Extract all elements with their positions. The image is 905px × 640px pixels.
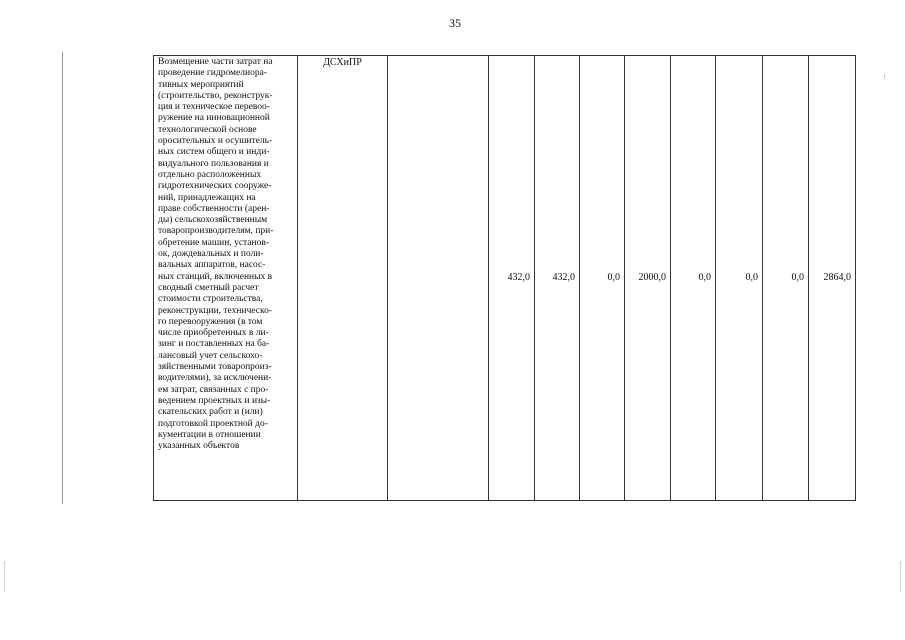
margin-line — [62, 52, 63, 504]
right-edge-mark — [900, 562, 902, 592]
table-row — [154, 56, 856, 501]
source-cell — [388, 56, 489, 501]
value-cell-4: 2000,0 — [625, 56, 671, 501]
value-cell-5: 0,0 — [671, 56, 716, 501]
value-cell-7: 0,0 — [763, 56, 809, 501]
right-margin-tick — [884, 74, 885, 79]
page-number: 35 — [449, 16, 461, 30]
measure-description-cell: Возмещение части затрат на проведение гидромелиора- тивных мероприятий (строительство, реконструк- ция и техническое перевоо- ружение на инновационной технологической основе оросительных и осушитель- ных систем общего и инди- видуального пользования и отдельно расположенных гидротехнических сооруже- ний, принадлежащих на праве собственности (арен- ды) сельскохозяйственным товаропроизводителям, при- обретение машин, установ- ок, дождевальных и поли- вальных аппаратов, насос- ных станций, включенных в сводный сметный расчет стоимости строительства, реконструкции, техническо- го перевооружения (в том числе приобретенных в ли- зинг и поставленных на ба- лансовый учет сельскохо- зяйственными товаропроиз- водителями), за исключени- ем затрат, связанных с про- ведением проектных и изы- скательских работ и (или) подготовкой проектной до- кументации в отношении указанных объектов — [154, 56, 298, 501]
value-cell-3: 0,0 — [580, 56, 625, 501]
value-cell-1: 432,0 — [489, 56, 535, 501]
executor-cell: ДСХиПР — [298, 56, 388, 501]
total-value-cell: 2864,0 — [809, 56, 856, 501]
value-cell-2: 432,0 — [535, 56, 580, 501]
left-edge-mark — [4, 562, 6, 592]
program-table — [153, 55, 856, 501]
value-cell-6: 0,0 — [716, 56, 763, 501]
